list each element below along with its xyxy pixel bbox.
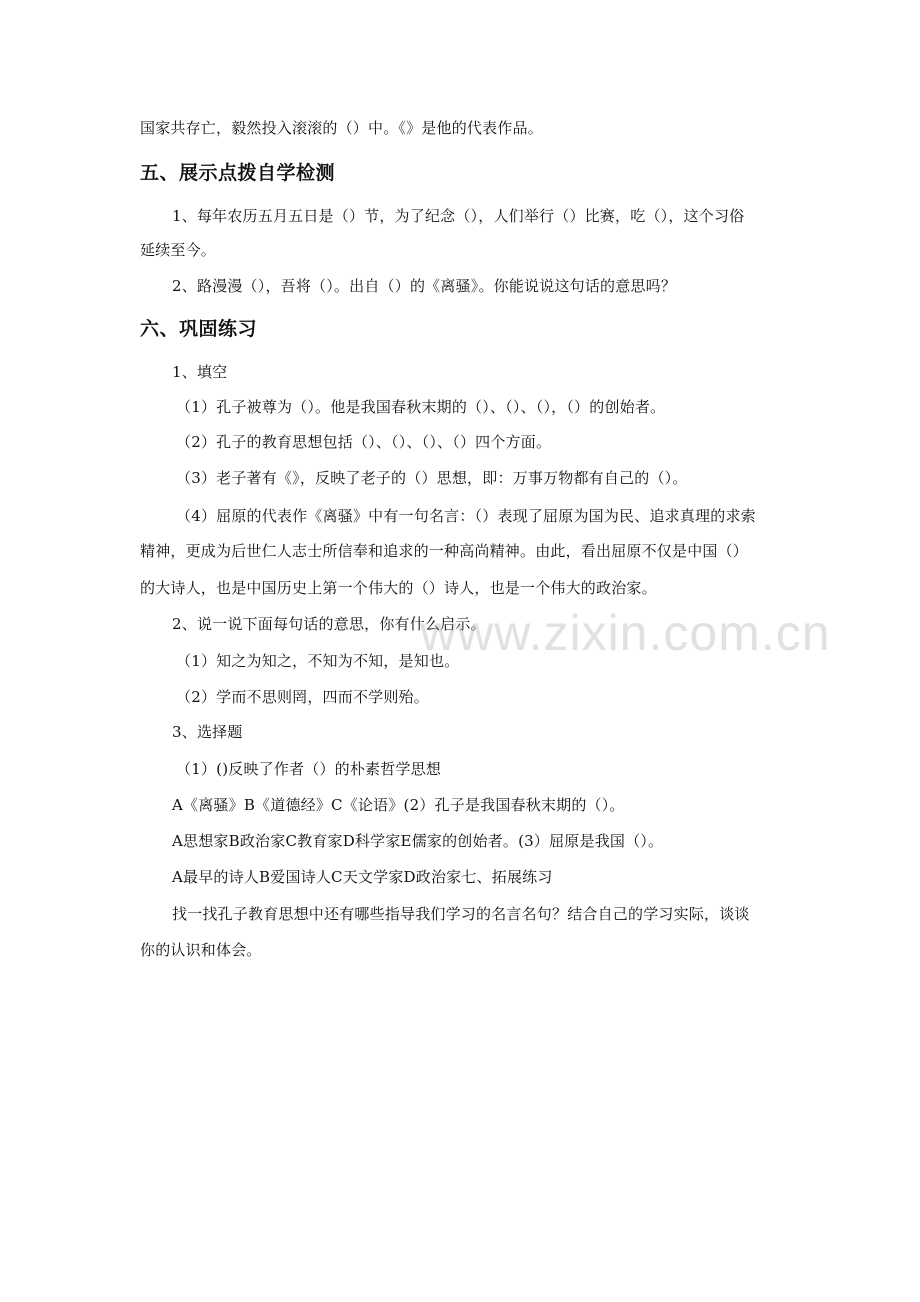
- choice-item-1: （1）()反映了作者（）的朴素哲学思想: [176, 760, 442, 778]
- say-meaning-item-2: （2）学而不思则罔，四而不学则殆。: [176, 688, 429, 706]
- choice-options-line-b: A思想家B政治家C教育家D科学家E儒家的创始者。(3）屈原是我国（）。: [172, 832, 664, 850]
- intro-line: 国家共存亡，毅然投入滚滚的（）中。《》是他的代表作品。: [140, 119, 543, 137]
- fill-blank-item-4-line-3: 的大诗人，也是中国历史上第一个伟大的（）诗人，也是一个伟大的政治家。: [140, 579, 657, 597]
- choice-options-line-a: A《离骚》B《道德经》C《论语》(2）孔子是我国春秋末期的（）。: [172, 796, 625, 814]
- section-5-question-1-line-1: 1、每年农历五月五日是（）节，为了纪念（），人们举行（）比赛，吃（），这个习俗: [172, 207, 745, 225]
- say-meaning-title: 2、说一说下面每句话的意思，你有什么启示。: [172, 615, 486, 633]
- fill-blank-item-1: （1）孔子被尊为（）。他是我国春秋末期的（）、（）、（），（）的创始者。: [176, 398, 666, 416]
- fill-blank-item-4-line-2: 精神，更成为后世仁人志士所信奉和追求的一种高尚精神。由此，看出屈原不仅是中国（）: [140, 542, 749, 560]
- extend-practice-line-2: 你的认识和体会。: [140, 941, 262, 959]
- fill-blank-item-3: （3）老子著有《》，反映了老子的（）思想，即：万事万物都有自己的（）。: [176, 469, 688, 487]
- choice-options-line-c: A最早的诗人B爱国诗人C天文学家D政治家七、拓展练习: [172, 868, 553, 886]
- section-5-question-2: 2、路漫漫（），吾将（）。出自（）的《离骚》。你能说说这句话的意思吗？: [172, 277, 677, 295]
- fill-blank-item-4-line-1: （4）屈原的代表作《离骚》中有一句名言：（）表现了屈原为国为民、追求真理的求索: [176, 507, 756, 525]
- choice-title: 3、选择题: [172, 723, 243, 741]
- section-5-question-1-line-2: 延续至今。: [140, 241, 217, 259]
- fill-blank-title: 1、填空: [172, 363, 228, 381]
- say-meaning-item-1: （1）知之为知之，不知为不知，是知也。: [176, 652, 460, 670]
- fill-blank-item-2: （2）孔子的教育思想包括（）、（）、（）、（）四个方面。: [176, 433, 552, 451]
- watermark: www.zixin.com.cn: [420, 605, 831, 661]
- section-5-heading: 五、展示点拨自学检测: [140, 162, 336, 184]
- section-6-heading: 六、巩固练习: [140, 318, 258, 340]
- extend-practice-line-1: 找一找孔子教育思想中还有哪些指导我们学习的名言名句？结合自己的学习实际，谈谈: [172, 905, 750, 923]
